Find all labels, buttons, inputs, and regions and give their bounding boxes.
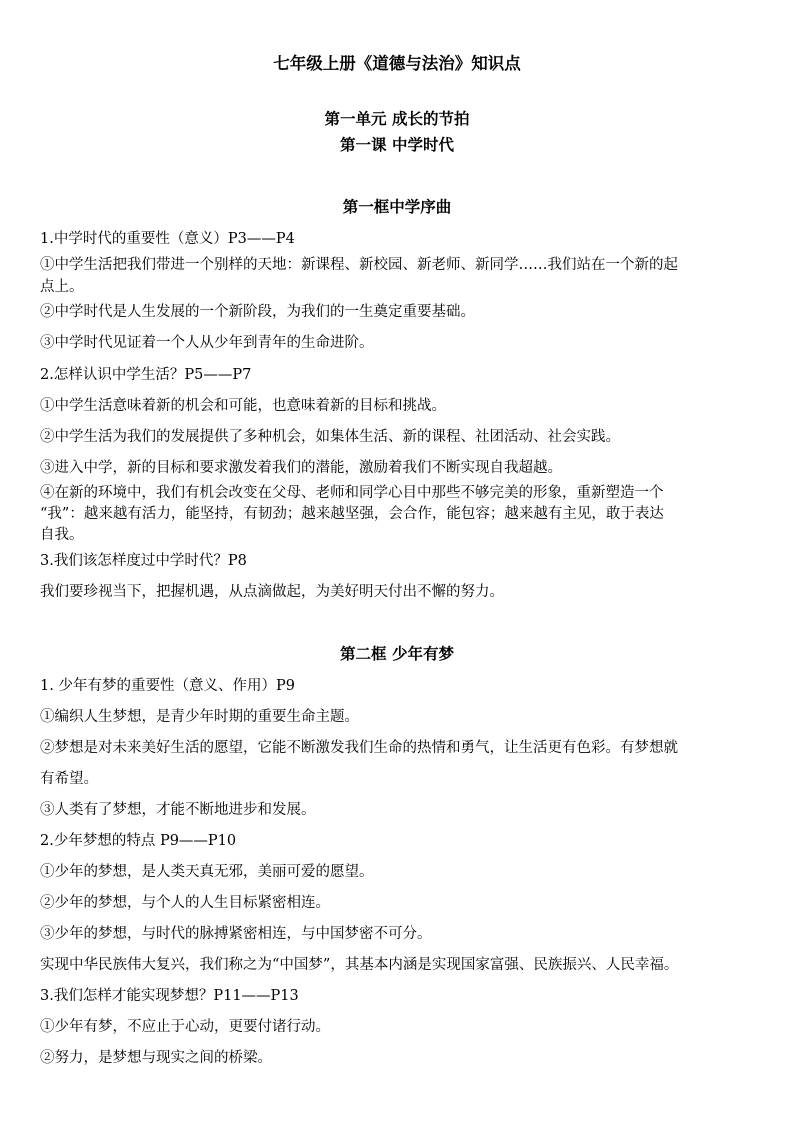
frame1-line-7: ①中学生活意味着新的机会和可能，也意味着新的目标和挑战。 bbox=[40, 398, 446, 414]
frame1-line-14: 我们要珍视当下，把握机遇，从点滴做起，为美好明天付出不懈的努力。 bbox=[40, 584, 504, 600]
frame1-line-13: 3.我们该怎样度过中学时代？P8 bbox=[40, 553, 247, 569]
frame2-line-3: ②梦想是对未来美好生活的愿望，它能不断激发我们生命的热情和勇气，让生活更有色彩。有梦想就 bbox=[40, 740, 678, 756]
frame1-line-10: ④在新的环境中，我们有机会改变在父母、老师和同学心目中那些不够完美的形象，重新塑造一个 bbox=[40, 485, 664, 501]
frame2-line-2: ①编织人生梦想，是青少年时期的重要生命主题。 bbox=[40, 709, 359, 725]
frame1-line-5: ③中学时代见证着一个人从少年到青年的生命进阶。 bbox=[40, 335, 374, 351]
frame1-line-4: ②中学时代是人生发展的一个新阶段，为我们的一生奠定重要基础。 bbox=[40, 304, 475, 320]
frame1-line-3: 点上。 bbox=[40, 279, 84, 295]
frame1-line-12: 自我。 bbox=[40, 527, 84, 543]
frame1-line-8: ②中学生活为我们的发展提供了多种机会，如集体生活、新的课程、社团活动、社会实践。 bbox=[40, 429, 620, 445]
frame1-line-9: ③进入中学，新的目标和要求激发着我们的潜能，激励着我们不断实现自我超越。 bbox=[40, 460, 562, 476]
frame2-line-8: ②少年的梦想，与个人的人生目标紧密相连。 bbox=[40, 895, 330, 911]
frame1-title: 第一框中学序曲 bbox=[342, 197, 452, 216]
frame2-line-9: ③少年的梦想，与时代的脉搏紧密相连，与中国梦密不可分。 bbox=[40, 926, 432, 942]
frame2-title: 第二框 少年有梦 bbox=[340, 644, 454, 663]
document-title: 七年级上册《道德与法治》知识点 bbox=[273, 54, 521, 73]
lesson-heading: 第一课 中学时代 bbox=[340, 135, 454, 154]
frame2-line-12: ①少年有梦，不应止于心动，更要付诸行动。 bbox=[40, 1019, 330, 1035]
unit-heading: 第一单元 成长的节拍 bbox=[324, 109, 470, 128]
frame2-line-5: ③人类有了梦想，才能不断地进步和发展。 bbox=[40, 802, 316, 818]
frame2-line-4: 有希望。 bbox=[40, 771, 98, 787]
frame2-line-6: 2.少年梦想的特点 P9——P10 bbox=[40, 833, 237, 849]
frame2-line-11: 3.我们怎样才能实现梦想？P11——P13 bbox=[40, 988, 299, 1004]
frame1-line-1: 1.中学时代的重要性（意义）P3——P4 bbox=[40, 231, 295, 247]
frame2-line-7: ①少年的梦想，是人类天真无邪，美丽可爱的愿望。 bbox=[40, 864, 374, 880]
frame2-line-13: ②努力，是梦想与现实之间的桥梁。 bbox=[40, 1050, 272, 1066]
frame1-line-11: “我”：越来越有活力，能坚持，有韧劲；越来越坚强，会合作，能包容；越来越有主见，敢于表达 bbox=[40, 506, 664, 522]
frame2-line-1: 1. 少年有梦的重要性（意义、作用）P9 bbox=[40, 678, 295, 694]
frame1-line-2: ①中学生活把我们带进一个别样的天地：新课程、新校园、新老师、新同学……我们站在一个新的起 bbox=[40, 257, 678, 273]
frame1-line-6: 2.怎样认识中学生活？P5——P7 bbox=[40, 367, 252, 383]
frame2-line-10: 实现中华民族伟大复兴，我们称之为“中国梦”，其基本内涵是实现国家富强、民族振兴、人民幸福。 bbox=[40, 957, 679, 973]
